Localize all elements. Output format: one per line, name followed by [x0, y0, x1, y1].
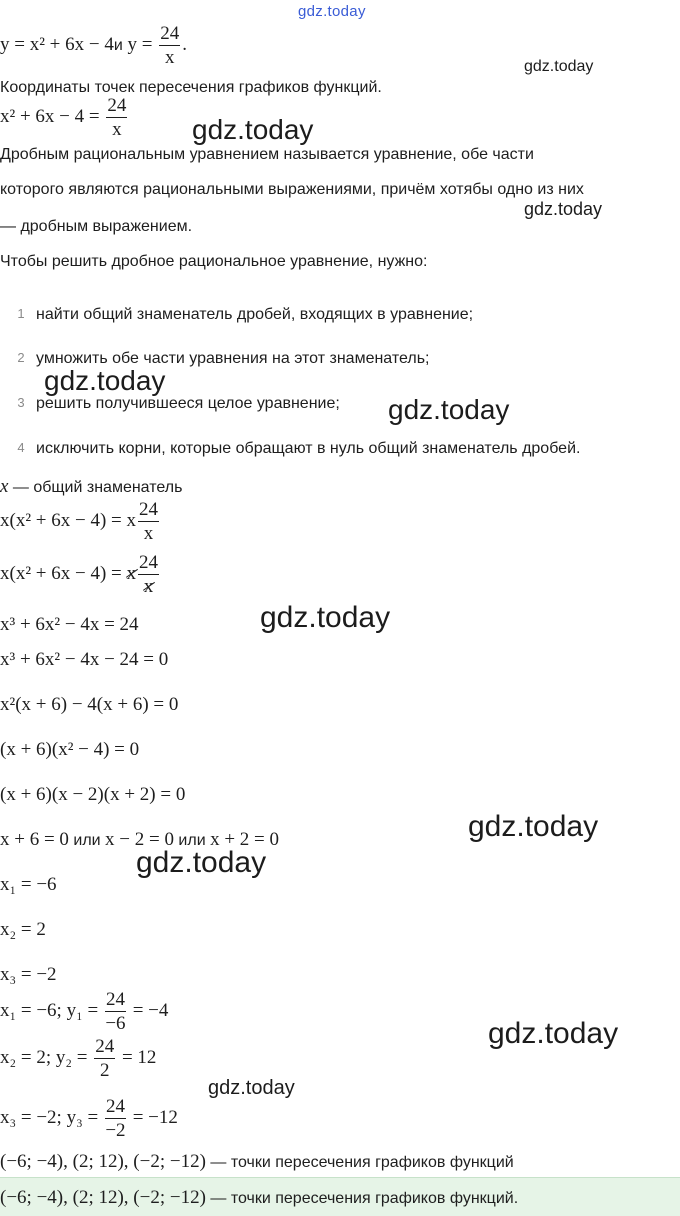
fraction-denominator: −6 [105, 1013, 126, 1034]
y-value-result: = −4 [127, 999, 169, 1021]
note-text: — общий знаменатель [8, 479, 183, 496]
watermark: gdz.today [208, 1077, 295, 1099]
section-heading: Координаты точек пересечения графиков функций. [0, 79, 382, 96]
solution-line: (x + 6)(x² − 4) = 0 [0, 739, 140, 760]
fraction-numerator: 24 [139, 499, 158, 520]
variable: x [0, 476, 9, 497]
fraction [138, 553, 159, 596]
fraction-denominator: 2 [99, 1060, 110, 1081]
watermark: gdz.today [488, 1017, 619, 1050]
root-line: x₁ = −6 [0, 874, 57, 895]
given-eq2: y = [127, 33, 158, 55]
watermark: gdz.today [192, 114, 314, 145]
y-value-result: = −12 [127, 1106, 178, 1128]
list-item-text: найти общий знаменатель дробей, входящих в уравнение; [36, 306, 474, 323]
points-coords: (−6; −4), (2; 12), (−2; −12) [0, 1151, 206, 1172]
solution-line: x³ + 6x² − 4x − 24 = 0 [0, 649, 169, 670]
cancelled-factor: x [126, 562, 136, 584]
list-item-text: умножить обе части уравнения на этот знаменатель; [36, 350, 430, 367]
list-item-number: 2 [17, 350, 25, 365]
watermark: gdz.today [260, 601, 391, 634]
answer-text: — точки пересечения графиков функций. [205, 1190, 519, 1207]
fraction [105, 990, 126, 1033]
solution-line [0, 830, 279, 849]
watermark: gdz.today [44, 365, 166, 396]
fraction-denominator: x [143, 576, 154, 597]
solution-line: x³ + 6x² − 4x = 24 [0, 614, 139, 635]
solution-line [0, 553, 161, 596]
fraction-numerator: 24 [139, 552, 158, 573]
y-value-line [0, 1037, 156, 1080]
fraction [159, 24, 180, 67]
list-item-text: исключить корни, которые обращают в нуль общий знаменатель дробей. [36, 440, 581, 457]
fraction-numerator: 24 [95, 1036, 115, 1057]
list-item-number: 1 [17, 306, 25, 321]
solution-line [0, 500, 161, 543]
fraction-numerator: 24 [160, 23, 180, 44]
root-line: x₃ = −2 [0, 964, 57, 985]
fraction [138, 500, 159, 543]
equation-part: x − 2 = 0 [105, 829, 174, 850]
definition-line: Дробным рациональным уравнением называется уравнение, обе части [0, 146, 534, 163]
y-value-left: x₃ = −2; y₃ = [0, 1106, 103, 1128]
points-text: — точки пересечения графиков функций [205, 1154, 514, 1171]
watermark: gdz.today [524, 199, 603, 219]
steps-intro: Чтобы решить дробное рациональное уравнение, нужно: [0, 253, 428, 270]
solution-expression: x(x² + 6x − 4) = x [0, 509, 136, 531]
equation-part: x + 6 = 0 [0, 829, 69, 850]
connector: или [68, 832, 106, 849]
y-value-line [0, 1097, 178, 1140]
fraction-numerator: 24 [105, 1096, 125, 1117]
main-equation [0, 96, 129, 139]
solution-line: x²(x + 6) − 4(x + 6) = 0 [0, 694, 179, 715]
solution-line: (x + 6)(x − 2)(x + 2) = 0 [0, 784, 186, 805]
equation-left: x² + 6x − 4 = [0, 105, 105, 127]
answer-coords: (−6; −4), (2; 12), (−2; −12) [0, 1187, 206, 1208]
y-value-left: x₂ = 2; y₂ = [0, 1046, 93, 1068]
list-item-text: решить получившееся целое уравнение; [36, 395, 340, 412]
y-value-result: = 12 [117, 1046, 157, 1068]
fraction-numerator: 24 [105, 989, 125, 1010]
list-item-number: 3 [17, 395, 25, 410]
watermark-top: gdz.today [298, 3, 366, 20]
intersection-points [0, 1152, 514, 1171]
fraction-denominator: x [112, 119, 122, 140]
fraction-denominator: x [143, 523, 154, 544]
answer-line [0, 1188, 518, 1207]
fraction-numerator: 24 [107, 95, 127, 116]
fraction-denominator: x [165, 47, 175, 68]
connector: или [173, 832, 211, 849]
equation-part: x + 2 = 0 [210, 829, 280, 850]
given-connector: и [113, 36, 123, 54]
y-value-left: x₁ = −6; y₁ = [0, 999, 103, 1021]
fraction [106, 96, 127, 139]
root-line: x₂ = 2 [0, 919, 46, 940]
answer-box [0, 1177, 680, 1216]
watermark: gdz.today [388, 394, 510, 425]
watermark: gdz.today [136, 846, 267, 879]
given-functions: y = x² + 6x − 4и y = $\frac{24}{x}$ . [0, 23, 187, 68]
fraction [94, 1037, 115, 1080]
definition-line: которого являются рациональными выражениями, причём хотябы одно из них [0, 181, 584, 198]
list-item-number: 4 [17, 440, 25, 455]
fraction-denominator: −2 [105, 1120, 126, 1141]
definition-line: — дробным выражением. [0, 218, 193, 235]
watermark: gdz.today [468, 810, 599, 843]
given-eq1: y = x² + 6x − 4 [0, 33, 114, 55]
fraction [105, 1097, 126, 1140]
common-denominator-note [0, 477, 182, 496]
watermark: gdz.today [524, 58, 594, 75]
solution-expression: x(x² + 6x − 4) = [0, 562, 127, 584]
y-value-line [0, 990, 168, 1033]
